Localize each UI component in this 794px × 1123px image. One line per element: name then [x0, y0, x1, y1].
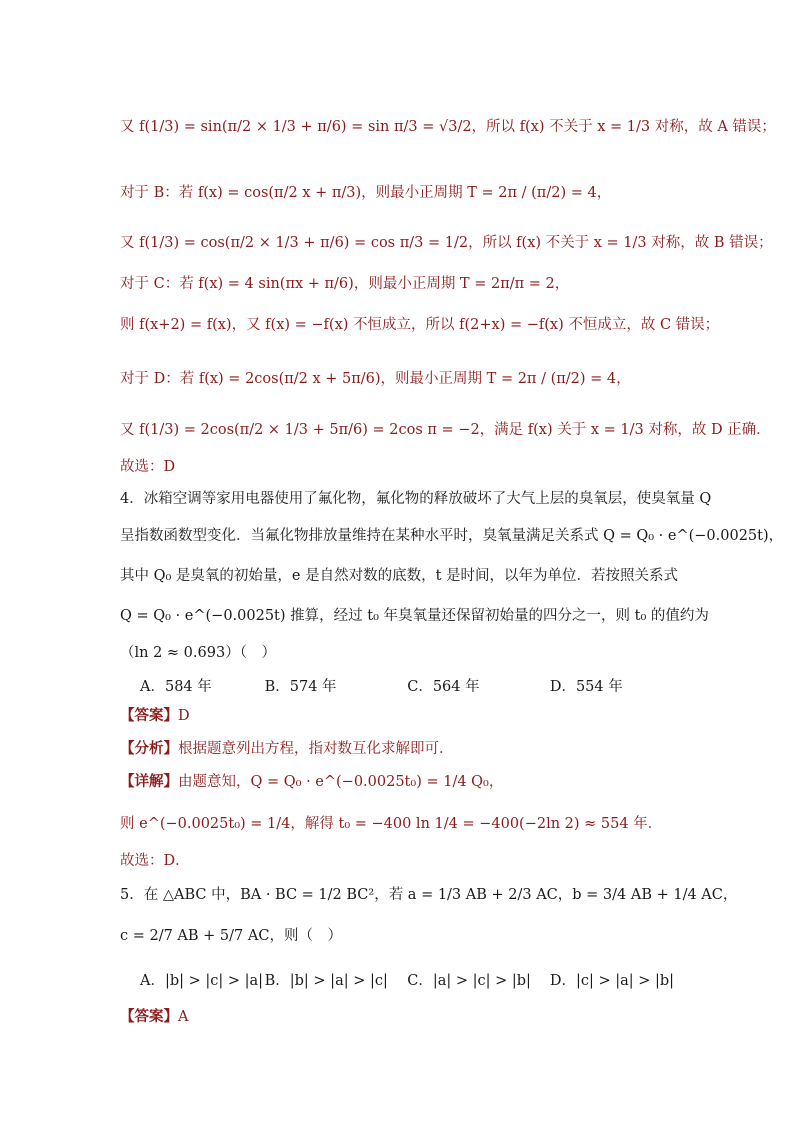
answer-tag: 【答案】 [120, 1008, 178, 1025]
analysis-tag: 【分析】 [120, 740, 178, 757]
q4-option-d: D．554 年 [549, 679, 623, 695]
q4-option-b: B．574 年 [264, 679, 337, 695]
q4-line-3: 其中 Q₀ 是臭氧的初始量，e 是自然对数的底数，t 是时间，以年为单位．若按照关系式 [120, 568, 679, 584]
answer-tag: 【答案】 [120, 707, 178, 724]
q4-detail-2: 则 e^(−0.0025t₀) = 1/4，解得 t₀ = −400 ln 1/4 = −400(−2ln 2) ≈ 554 年． [120, 816, 663, 832]
q4-line-4: Q = Q₀ · e^(−0.0025t) 推算，经过 t₀ 年臭氧量还保留初始量的四分之一，则 t₀ 的值约为 [120, 608, 709, 624]
solution-conclusion: 故选：D [120, 459, 176, 475]
q5-line-1: 5．在 △ABC 中，BA · BC = 1/2 BC²，若 a = 1/3 AB + 2/3 AC，b = 3/4 AB + 1/4 AC， [120, 887, 738, 903]
q4-conclusion: 故选：D． [120, 853, 190, 869]
detail-tag: 【详解】 [120, 773, 178, 790]
q5-option-c: C．|a| > |c| > |b| [407, 973, 531, 989]
q4-line-2: 呈指数函数型变化．当氟化物排放量维持在某种水平时，臭氧量满足关系式 Q = Q₀ · e^(−0.0025t)， [120, 528, 784, 544]
q5-options [140, 970, 734, 992]
q5-option-a: A．|b| > |c| > |a| [140, 973, 264, 989]
q5-line-2: c = 2/7 AB + 5/7 AC，则（ ） [120, 928, 342, 944]
detail-text-1: 由题意知，Q = Q₀ · e^(−0.0025t₀) = 1/4 Q₀， [178, 774, 504, 790]
q5-option-b: B．|b| > |a| > |c| [264, 973, 388, 989]
q4-option-a: A．584 年 [140, 679, 212, 695]
analysis-text: 根据题意列出方程，指对数互化求解即可． [178, 741, 454, 757]
q5-option-d: D．|c| > |a| > |b| [549, 973, 675, 989]
solution-line-c2: 则 f(x+2) = f(x)，又 f(x) = −f(x) 不恒成立，所以 f(2+x) = −f(x) 不恒成立，故 C 错误； [120, 317, 720, 333]
q4-detail-1 [120, 771, 734, 793]
answer-value: D [178, 708, 190, 724]
q4-analysis [120, 738, 734, 760]
solution-line-d1: 对于 D：若 f(x) = 2cos(π/2 x + 5π/6)，则最小正周期 T = 2π / (π/2) = 4， [120, 371, 631, 387]
q4-answer [120, 705, 734, 727]
q5-answer [120, 1006, 734, 1028]
q4-option-c: C．564 年 [407, 679, 480, 695]
q4-line-1: 4．冰箱空调等家用电器使用了氟化物，氟化物的释放破坏了大气上层的臭氧层，使臭氧量 Q [120, 491, 712, 507]
solution-line-b1: 对于 B：若 f(x) = cos(π/2 x + π/3)，则最小正周期 T = 2π / (π/2) = 4， [120, 185, 612, 201]
answer-value: A [178, 1009, 189, 1025]
q4-line-5: （ln 2 ≈ 0.693）（ ） [120, 645, 276, 661]
solution-line-c1: 对于 C：若 f(x) = 4 sin(πx + π/6)，则最小正周期 T = 2π/π = 2， [120, 276, 570, 292]
q4-options [140, 676, 734, 698]
solution-line-b2: 又 f(1/3) = cos(π/2 × 1/3 + π/6) = cos π/3 = 1/2，所以 f(x) 不关于 x = 1/3 对称，故 B 错误； [120, 235, 773, 251]
solution-line-a: 又 f(1/3) = sin(π/2 × 1/3 + π/6) = sin π/3 = √3/2，所以 f(x) 不关于 x = 1/3 对称，故 A 错误； [120, 119, 776, 135]
solution-line-d2: 又 f(1/3) = 2cos(π/2 × 1/3 + 5π/6) = 2cos π = −2，满足 f(x) 关于 x = 1/3 对称，故 D 正确． [120, 422, 771, 438]
